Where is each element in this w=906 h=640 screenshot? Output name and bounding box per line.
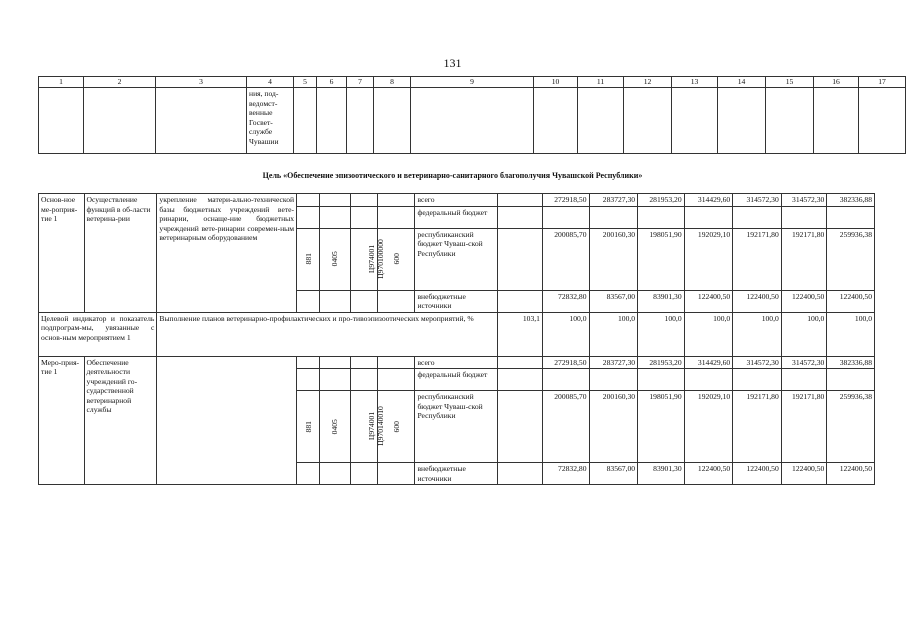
goal-heading: Цель «Обеспечение эпизоотического и ветеринарно-санитарного благополучия Чувашской Республики» xyxy=(262,171,643,180)
col-header-1: 1 xyxy=(39,77,84,88)
block1-status: Основ-ное ме-роприя-тие 1 xyxy=(39,194,85,313)
block1-row-total xyxy=(39,194,875,207)
col-header-14: 14 xyxy=(718,77,766,88)
block2-csr: Ц974001 Ц970140010 xyxy=(350,391,377,463)
block1-rep-2023: 192171,80 xyxy=(733,228,782,290)
block2-vr: 600 xyxy=(378,391,415,463)
block1-source-federal: федеральный бюджет xyxy=(415,206,498,228)
block2-rep-2020: 200160,30 xyxy=(589,391,638,463)
block1-off-2020: 83567,00 xyxy=(589,290,638,312)
target-2022: 100,0 xyxy=(684,312,733,356)
block1-rep-2021: 198051,90 xyxy=(638,228,685,290)
block1-total-2020: 283727,30 xyxy=(589,194,638,207)
block1-total-2023: 314572,30 xyxy=(733,194,782,207)
block2-rep-2023: 192171,80 xyxy=(733,391,782,463)
target-2024: 100,0 xyxy=(781,312,827,356)
block1-total-2019: 272918,50 xyxy=(542,194,589,207)
block2-total-2025: 382336,88 xyxy=(827,356,875,369)
block2-source-federal: федеральный бюджет xyxy=(415,369,498,391)
col-header-8: 8 xyxy=(374,77,411,88)
block2-off-2021: 83901,30 xyxy=(638,463,685,485)
block2-total-2024: 314572,30 xyxy=(781,356,827,369)
main-table xyxy=(38,193,875,485)
block2-rep-2022: 192029,10 xyxy=(684,391,733,463)
col-header-11: 11 xyxy=(578,77,624,88)
block1-off-2022: 122400,50 xyxy=(684,290,733,312)
block1-total-2021: 281953,20 xyxy=(638,194,685,207)
block2-total-2019: 272918,50 xyxy=(542,356,589,369)
block1-rep-2025: 259936,38 xyxy=(827,228,875,290)
block2-status: Меро-прия-тие 1 xyxy=(39,356,85,485)
block2-total-2022: 314429,60 xyxy=(684,356,733,369)
block2-name: Обеспечение деятельности учреждений го-сударственной ветеринарной службы xyxy=(84,356,157,485)
block1-name: Осуществление функций в об-ласти ветерина-рии xyxy=(84,194,157,313)
continuation-col4: ния, под-ведомст-венные Госвет-службе Чувашии xyxy=(247,88,294,154)
block2-off-2024: 122400,50 xyxy=(781,463,827,485)
block2-grbs: 881 xyxy=(297,391,320,463)
target-col10: 103,1 xyxy=(498,312,543,356)
block1-off-2019: 72832,80 xyxy=(542,290,589,312)
target-row xyxy=(39,312,875,356)
block2-total-2021: 281953,20 xyxy=(638,356,685,369)
page-number: 131 xyxy=(443,56,462,70)
block2-off-2022: 122400,50 xyxy=(684,463,733,485)
target-label: Целевой индикатор и показатель подпрограм-мы, увязанные с основ-ным мероприятием 1 xyxy=(39,312,157,356)
block2-source-total: всего xyxy=(415,356,498,369)
block2-off-2025: 122400,50 xyxy=(827,463,875,485)
col-header-2: 2 xyxy=(84,77,156,88)
block1-total-2022: 314429,60 xyxy=(684,194,733,207)
block1-source-total: всего xyxy=(415,194,498,207)
block2-total-2020: 283727,30 xyxy=(589,356,638,369)
block2-rep-2021: 198051,90 xyxy=(638,391,685,463)
column-number-row xyxy=(39,77,906,88)
col-header-16: 16 xyxy=(814,77,859,88)
col-header-9: 9 xyxy=(411,77,534,88)
block1-off-2021: 83901,30 xyxy=(638,290,685,312)
target-2025: 100,0 xyxy=(827,312,875,356)
block1-total-2024: 314572,30 xyxy=(781,194,827,207)
block2-off-2023: 122400,50 xyxy=(733,463,782,485)
block1-off-2023: 122400,50 xyxy=(733,290,782,312)
block1-source-offbudget: внебюджетные источники xyxy=(415,290,498,312)
block2-rep-2019: 200085,70 xyxy=(542,391,589,463)
col-header-17: 17 xyxy=(859,77,906,88)
block2-source-offbudget: внебюджетные источники xyxy=(415,463,498,485)
col-header-3: 3 xyxy=(156,77,247,88)
col-header-6: 6 xyxy=(317,77,347,88)
block1-rep-2022: 192029,10 xyxy=(684,228,733,290)
col-header-13: 13 xyxy=(672,77,718,88)
col-header-12: 12 xyxy=(624,77,672,88)
block2-rep-2024: 192171,80 xyxy=(781,391,827,463)
block1-vr: 600 xyxy=(378,228,415,290)
continuation-row xyxy=(39,88,906,154)
target-2020: 100,0 xyxy=(589,312,638,356)
col-header-7: 7 xyxy=(347,77,374,88)
block2-row-total xyxy=(39,356,875,369)
col-header-10: 10 xyxy=(534,77,578,88)
target-2019: 100,0 xyxy=(542,312,589,356)
block1-source-republic: республиканский бюджет Чуваш-ской Республики xyxy=(415,228,498,290)
block1-off-2024: 122400,50 xyxy=(781,290,827,312)
block1-indicator: укрепление матери-ально-технической базы бюджетных учреждений вете-ринарии, оснаще-ние бюджетных учреждений вете-ринарии современ-ным ветеринарным оборудованием xyxy=(157,194,297,313)
block1-grbs: 881 xyxy=(297,228,320,290)
col-header-15: 15 xyxy=(766,77,814,88)
target-2023: 100,0 xyxy=(733,312,782,356)
block2-rep-2025: 259936,38 xyxy=(827,391,875,463)
target-2021: 100,0 xyxy=(638,312,685,356)
block2-off-2019: 72832,80 xyxy=(542,463,589,485)
block1-rep-2020: 200160,30 xyxy=(589,228,638,290)
block1-total-2025: 382336,88 xyxy=(827,194,875,207)
header-table xyxy=(38,76,906,154)
block2-rzpr: 0405 xyxy=(320,391,350,463)
block2-source-republic: республиканский бюджет Чуваш-ской Республики xyxy=(415,391,498,463)
block1-csr: Ц974001 Ц970100000 xyxy=(350,228,377,290)
block1-rzpr: 0405 xyxy=(320,228,350,290)
target-text: Выполнение планов ветеринарно-профилактических и про-тивоэпизоотических мероприятий, % xyxy=(157,312,498,356)
block2-off-2020: 83567,00 xyxy=(589,463,638,485)
block1-rep-2024: 192171,80 xyxy=(781,228,827,290)
col-header-4: 4 xyxy=(247,77,294,88)
block1-rep-2019: 200085,70 xyxy=(542,228,589,290)
block2-total-2023: 314572,30 xyxy=(733,356,782,369)
col-header-5: 5 xyxy=(294,77,317,88)
block1-off-2025: 122400,50 xyxy=(827,290,875,312)
